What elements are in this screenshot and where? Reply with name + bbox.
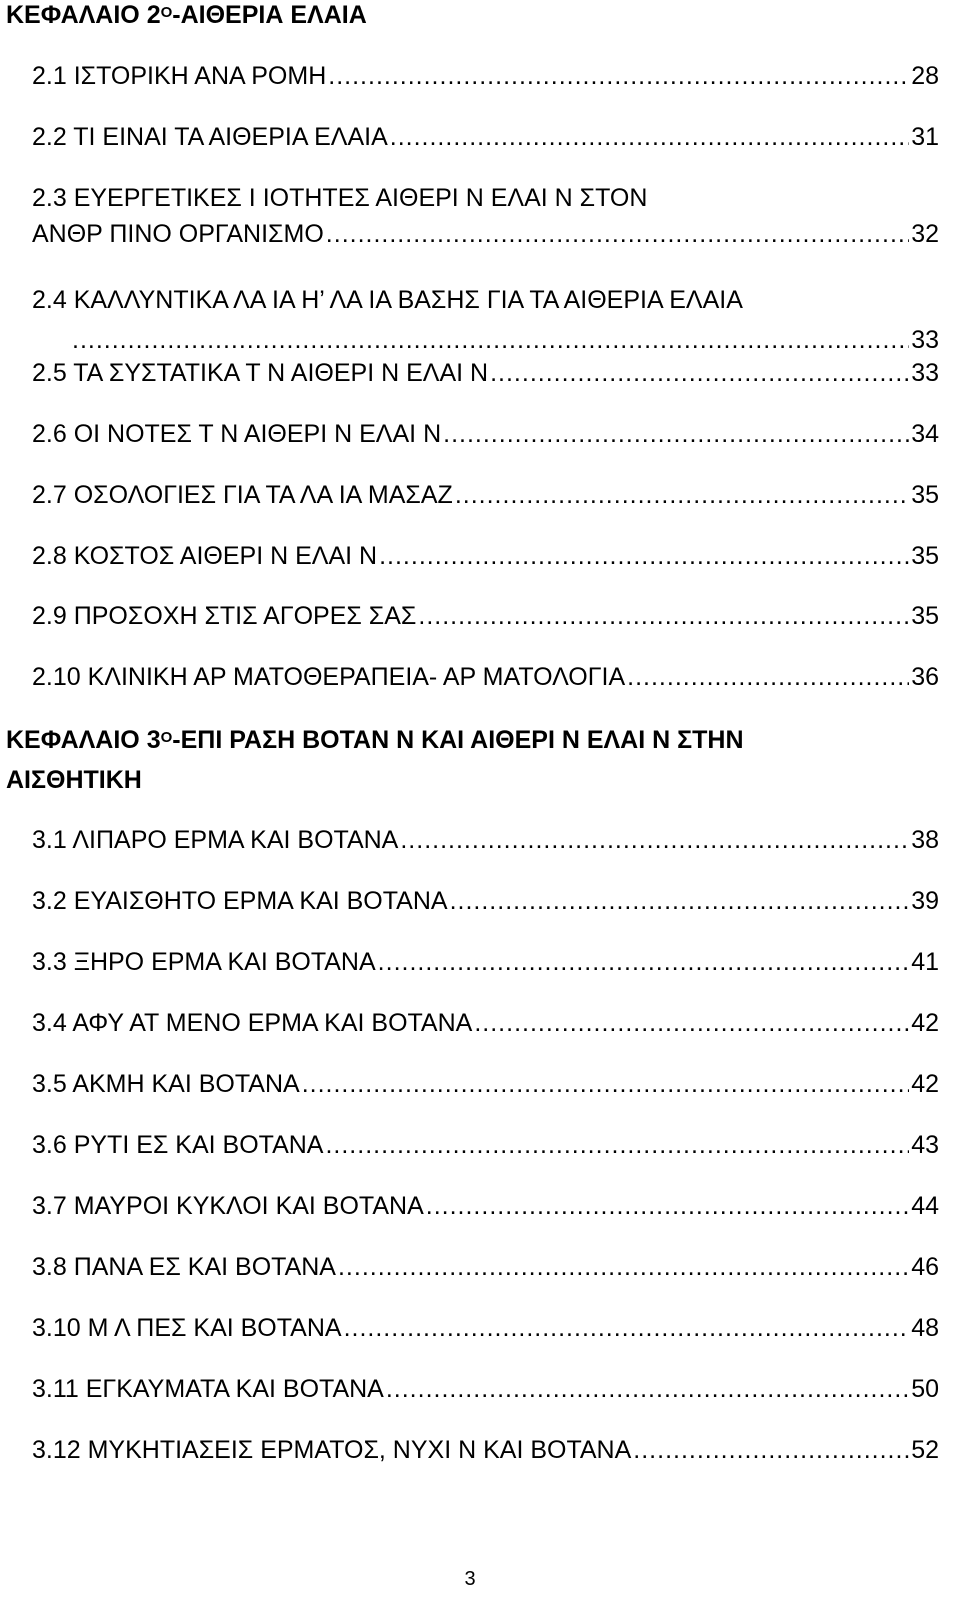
toc-entry-title: 3.6 ΡΥΤΙ ΕΣ ΚΑΙ ΒΟΤΑΝΑ bbox=[32, 1131, 324, 1159]
toc-entry[interactable] bbox=[32, 944, 939, 980]
toc-entry[interactable] bbox=[32, 598, 939, 634]
chapter-heading-3-line2 bbox=[6, 762, 936, 798]
chapter-heading-superscript: Ο bbox=[160, 4, 173, 21]
dot-leader bbox=[386, 1371, 909, 1407]
toc-entry-title: 2.6 ΟΙ ΝΟΤΕΣ Τ Ν ΑΙΘΕΡΙ Ν ΕΛΑΙ Ν bbox=[32, 420, 442, 448]
dot-leader bbox=[400, 822, 909, 858]
toc-entry[interactable] bbox=[32, 180, 939, 252]
toc-entry-page: 31 bbox=[911, 123, 939, 151]
toc-entry[interactable] bbox=[32, 477, 939, 513]
dot-leader bbox=[338, 1249, 909, 1285]
dot-leader bbox=[443, 416, 909, 452]
page-number: 3 bbox=[464, 1568, 476, 1590]
chapter-heading-prefix: ΚΕΦΑΛΑΙΟ 3 bbox=[6, 726, 161, 754]
toc-entry-page: 42 bbox=[911, 1009, 939, 1037]
toc-entry-page: 32 bbox=[911, 220, 939, 248]
toc-entry-title: ΑΝΘΡ ΠΙΝΟ ΟΡΓΑΝΙΣΜΟ bbox=[32, 220, 324, 248]
toc-entry-title-line1: 2.4 ΚΑΛΛΥΝΤΙΚΑ ΛΑ ΙΑ Η’ ΛΑ ΙΑ ΒΑΣΗΣ ΓΙΑ ΤΑ ΑΙΘΕΡΙΑ ΕΛΑΙΑ bbox=[32, 286, 743, 314]
toc-entry-title-line1: 2.3 ΕΥΕΡΓΕΤΙΚΕΣ Ι ΙΟΤΗΤΕΣ ΑΙΘΕΡΙ Ν ΕΛΑΙ Ν ΣΤΟΝ bbox=[32, 184, 648, 212]
toc-entry-page: 38 bbox=[911, 826, 939, 854]
toc-entry[interactable] bbox=[32, 119, 939, 155]
toc-entry[interactable] bbox=[32, 58, 939, 94]
toc-entry-title: 3.12 ΜΥΚΗΤΙΑΣΕΙΣ ΕΡΜΑΤΟΣ, ΝΥΧΙ Ν ΚΑΙ ΒΟΤΑΝΑ bbox=[32, 1436, 632, 1464]
toc-entry-title: 3.3 ΞΗΡΟ ΕΡΜΑ ΚΑΙ ΒΟΤΑΝΑ bbox=[32, 948, 376, 976]
dot-leader bbox=[450, 883, 910, 919]
dot-leader bbox=[379, 538, 909, 574]
toc-entry-title: 2.5 ΤΑ ΣΥΣΤΑΤΙΚΑ Τ Ν ΑΙΘΕΡΙ Ν ΕΛΑΙ Ν bbox=[32, 359, 489, 387]
toc-entry-title: 3.11 ΕΓΚΑΥΜΑΤΑ ΚΑΙ ΒΟΤΑΝΑ bbox=[32, 1375, 384, 1403]
toc-entry-page: 33 bbox=[911, 326, 939, 354]
toc-entry-title: 2.2 ΤΙ ΕΙΝΑΙ ΤΑ ΑΙΘΕΡΙΑ ΕΛΑΙΑ bbox=[32, 123, 388, 151]
toc-entry-title: 3.4 ΑΦΥ ΑΤ ΜΕΝΟ ΕΡΜΑ ΚΑΙ ΒΟΤΑΝΑ bbox=[32, 1009, 473, 1037]
dot-leader bbox=[627, 659, 909, 695]
toc-entry-page: 35 bbox=[911, 542, 939, 570]
toc-entry-page: 42 bbox=[911, 1070, 939, 1098]
toc-entry[interactable] bbox=[32, 282, 939, 358]
dot-leader bbox=[326, 216, 909, 252]
toc-entry[interactable] bbox=[32, 822, 939, 858]
dot-leader bbox=[426, 1188, 909, 1224]
dot-leader bbox=[344, 1310, 910, 1346]
toc-entry-page: 46 bbox=[911, 1253, 939, 1281]
toc-entry-page: 41 bbox=[911, 948, 939, 976]
dot-leader bbox=[455, 477, 909, 513]
toc-entry-page: 44 bbox=[911, 1192, 939, 1220]
toc-entry[interactable] bbox=[32, 1066, 939, 1102]
toc-entry-title: 2.10 ΚΛΙΝΙΚΗ ΑΡ ΜΑΤΟΘΕΡΑΠΕΙΑ- ΑΡ ΜΑΤΟΛΟΓΙΑ bbox=[32, 663, 626, 691]
toc-entry-page: 28 bbox=[911, 62, 939, 90]
dot-leader bbox=[418, 598, 909, 634]
toc-entry-page: 48 bbox=[911, 1314, 939, 1342]
toc-entry[interactable] bbox=[32, 416, 939, 452]
toc-entry-title: 3.2 ΕΥΑΙΣΘΗΤΟ ΕΡΜΑ ΚΑΙ ΒΟΤΑΝΑ bbox=[32, 887, 448, 915]
toc-entry-title: 3.8 ΠΑΝΑ ΕΣ ΚΑΙ ΒΟΤΑΝΑ bbox=[32, 1253, 336, 1281]
toc-entry[interactable] bbox=[32, 355, 939, 391]
chapter-heading-superscript: Ο bbox=[160, 729, 173, 746]
toc-entry[interactable] bbox=[32, 659, 939, 695]
chapter-heading-prefix: ΚΕΦΑΛΑΙΟ 2 bbox=[6, 1, 161, 29]
toc-entry-title: 3.10 Μ Λ ΠΕΣ ΚΑΙ ΒΟΤΑΝΑ bbox=[32, 1314, 342, 1342]
toc-entry[interactable] bbox=[32, 1310, 939, 1346]
dot-leader bbox=[633, 1432, 909, 1468]
dot-leader bbox=[72, 322, 909, 358]
toc-entry[interactable] bbox=[32, 1127, 939, 1163]
toc-entry-title: 3.1 ΛΙΠΑΡΟ ΕΡΜΑ ΚΑΙ ΒΟΤΑΝΑ bbox=[32, 826, 399, 854]
dot-leader bbox=[474, 1005, 909, 1041]
toc-entry-title: 2.9 ΠΡΟΣΟΧΗ ΣΤΙΣ ΑΓΟΡΕΣ ΣΑΣ bbox=[32, 602, 417, 630]
toc-entry-page: 43 bbox=[911, 1131, 939, 1159]
toc-entry-page: 39 bbox=[911, 887, 939, 915]
toc-entry[interactable] bbox=[32, 1371, 939, 1407]
chapter-heading-3 bbox=[6, 722, 936, 758]
toc-entry-page: 34 bbox=[911, 420, 939, 448]
chapter-heading-suffix: -ΕΠΙ ΡΑΣΗ ΒΟΤΑΝ Ν ΚΑΙ ΑΙΘΕΡΙ Ν ΕΛΑΙ Ν ΣΤΗΝ bbox=[172, 726, 744, 754]
dot-leader bbox=[390, 119, 909, 155]
toc-entry-title: 2.1 ΙΣΤΟΡΙΚΗ ΑΝΑ ΡΟΜΗ bbox=[32, 62, 327, 90]
toc-entry[interactable] bbox=[32, 1249, 939, 1285]
toc-entry[interactable] bbox=[32, 883, 939, 919]
toc-entry[interactable] bbox=[32, 1432, 939, 1468]
toc-entry[interactable] bbox=[32, 1005, 939, 1041]
toc-entry-title: 3.7 ΜΑΥΡΟΙ ΚΥΚΛΟΙ ΚΑΙ ΒΟΤΑΝΑ bbox=[32, 1192, 424, 1220]
toc-entry-page: 35 bbox=[911, 481, 939, 509]
toc-entry-page: 36 bbox=[911, 663, 939, 691]
dot-leader bbox=[302, 1066, 910, 1102]
chapter-heading-line2: ΑΙΣΘΗΤΙΚΗ bbox=[6, 766, 142, 794]
toc-entry[interactable] bbox=[32, 1188, 939, 1224]
toc-entry-title: 2.7 ΟΣΟΛΟΓΙΕΣ ΓΙΑ ΤΑ ΛΑ ΙΑ ΜΑΣΑΖ bbox=[32, 481, 453, 509]
toc-entry-page: 50 bbox=[911, 1375, 939, 1403]
chapter-heading-suffix: -ΑΙΘΕΡΙΑ ΕΛΑΙΑ bbox=[172, 1, 367, 29]
dot-leader bbox=[325, 1127, 909, 1163]
toc-entry-page: 52 bbox=[911, 1436, 939, 1464]
toc-entry-page: 35 bbox=[911, 602, 939, 630]
dot-leader bbox=[328, 58, 909, 94]
toc-entry-title: 2.8 ΚΟΣΤΟΣ ΑΙΘΕΡΙ Ν ΕΛΑΙ Ν bbox=[32, 542, 378, 570]
chapter-heading-2 bbox=[6, 0, 936, 33]
dot-leader bbox=[490, 355, 909, 391]
toc-entry-title: 3.5 ΑΚΜΗ ΚΑΙ ΒΟΤΑΝΑ bbox=[32, 1070, 300, 1098]
dot-leader bbox=[378, 944, 910, 980]
toc-entry-page: 33 bbox=[911, 359, 939, 387]
toc-entry[interactable] bbox=[32, 538, 939, 574]
